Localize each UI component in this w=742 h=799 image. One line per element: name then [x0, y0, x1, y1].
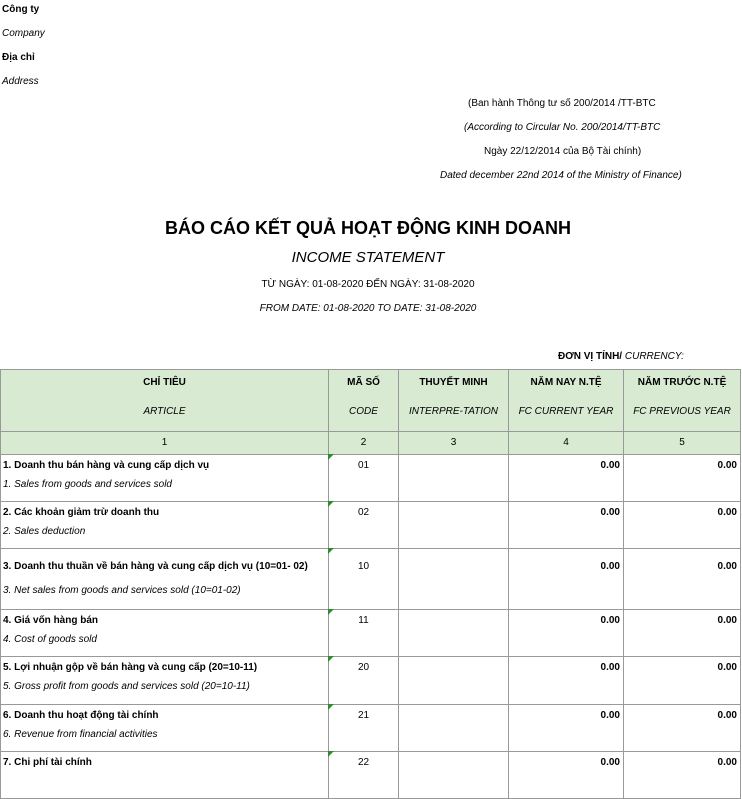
circular-line-4: Dated december 22nd 2014 of the Ministry of Finance): [440, 170, 682, 181]
column-number: 5: [624, 432, 741, 455]
company-label: Công ty: [2, 4, 40, 15]
row-code: 20: [329, 657, 399, 705]
table-row: [1, 549, 741, 610]
row-previous: 0.00: [624, 657, 741, 705]
row-current: 0.00: [509, 455, 624, 502]
report-subtitle: INCOME STATEMENT: [291, 249, 445, 266]
column-number: 1: [1, 432, 329, 455]
row-code: 01: [329, 455, 399, 502]
row-note: [399, 502, 509, 549]
header-row: [1, 370, 741, 432]
row-current: 0.00: [509, 549, 624, 610]
row-article: 7. Chi phí tài chính: [1, 752, 329, 799]
row-code: 22: [329, 752, 399, 799]
row-previous: 0.00: [624, 705, 741, 752]
row-previous: 0.00: [624, 549, 741, 610]
row-current: 0.00: [509, 502, 624, 549]
table-row: [1, 502, 741, 549]
income-statement-table: [0, 369, 741, 799]
row-previous: 0.00: [624, 502, 741, 549]
row-note: [399, 752, 509, 799]
header-current-year: NĂM NAY N.TỆ FC CURRENT YEAR: [509, 370, 624, 432]
row-article: 3. Doanh thu thuần về bán hàng và cung cấp dịch vụ (10=01- 02) 3. Net sales from goods and services sold (10=01-02): [1, 549, 329, 610]
row-previous: 0.00: [624, 455, 741, 502]
table-row: [1, 657, 741, 705]
row-note: [399, 705, 509, 752]
row-article: 6. Doanh thu hoạt động tài chính 6. Revenue from financial activities: [1, 705, 329, 752]
company-label-en: Company: [2, 28, 45, 39]
row-code: 10: [329, 549, 399, 610]
header-article: CHỈ TIÊU ARTICLE: [1, 370, 329, 432]
table-row: [1, 705, 741, 752]
row-article: 1. Doanh thu bán hàng và cung cấp dịch vụ 1. Sales from goods and services sold: [1, 455, 329, 502]
header-interpretation: THUYẾT MINH INTERPRE-TATION: [399, 370, 509, 432]
table-row: [1, 455, 741, 502]
report-period: TỪ NGÀY: 01-08-2020 ĐẾN NGÀY: 31-08-2020: [261, 279, 475, 290]
address-label: Địa chỉ: [2, 52, 35, 63]
header-previous-year: NĂM TRƯỚC N.TỆ FC PREVIOUS YEAR: [624, 370, 741, 432]
row-article: 5. Lợi nhuận gộp về bán hàng và cung cấp (20=10-11) 5. Gross profit from goods and services sold (20=10-11): [1, 657, 329, 705]
table-row: [1, 610, 741, 657]
currency-label: CURRENCY:: [624, 351, 684, 362]
row-note: [399, 610, 509, 657]
unit-label: ĐƠN VỊ TÍNH/: [558, 351, 623, 362]
circular-line-3: Ngày 22/12/2014 của Bộ Tài chính): [484, 146, 642, 157]
row-code: 11: [329, 610, 399, 657]
header-code: MÃ SỐ CODE: [329, 370, 399, 432]
row-article: 4. Giá vốn hàng bán 4. Cost of goods sold: [1, 610, 329, 657]
row-code: 02: [329, 502, 399, 549]
currency-unit-line: [558, 351, 684, 362]
report-title: BÁO CÁO KẾT QUẢ HOẠT ĐỘNG KINH DOANH: [165, 218, 571, 238]
row-current: 0.00: [509, 610, 624, 657]
row-note: [399, 455, 509, 502]
circular-line-1: (Ban hành Thông tư số 200/2014 /TT-BTC: [468, 98, 656, 109]
table-row: [1, 752, 741, 799]
circular-line-2: (According to Circular No. 200/2014/TT-BTC: [464, 122, 661, 133]
row-code: 21: [329, 705, 399, 752]
report-period-en: FROM DATE: 01-08-2020 TO DATE: 31-08-2020: [259, 303, 477, 314]
column-number: 4: [509, 432, 624, 455]
column-number: 3: [399, 432, 509, 455]
row-previous: 0.00: [624, 752, 741, 799]
column-number-row: [1, 432, 741, 455]
row-current: 0.00: [509, 752, 624, 799]
row-current: 0.00: [509, 705, 624, 752]
row-previous: 0.00: [624, 610, 741, 657]
column-number: 2: [329, 432, 399, 455]
row-current: 0.00: [509, 657, 624, 705]
row-article: 2. Các khoản giảm trừ doanh thu 2. Sales deduction: [1, 502, 329, 549]
row-note: [399, 657, 509, 705]
row-note: [399, 549, 509, 610]
address-label-en: Address: [2, 76, 39, 87]
